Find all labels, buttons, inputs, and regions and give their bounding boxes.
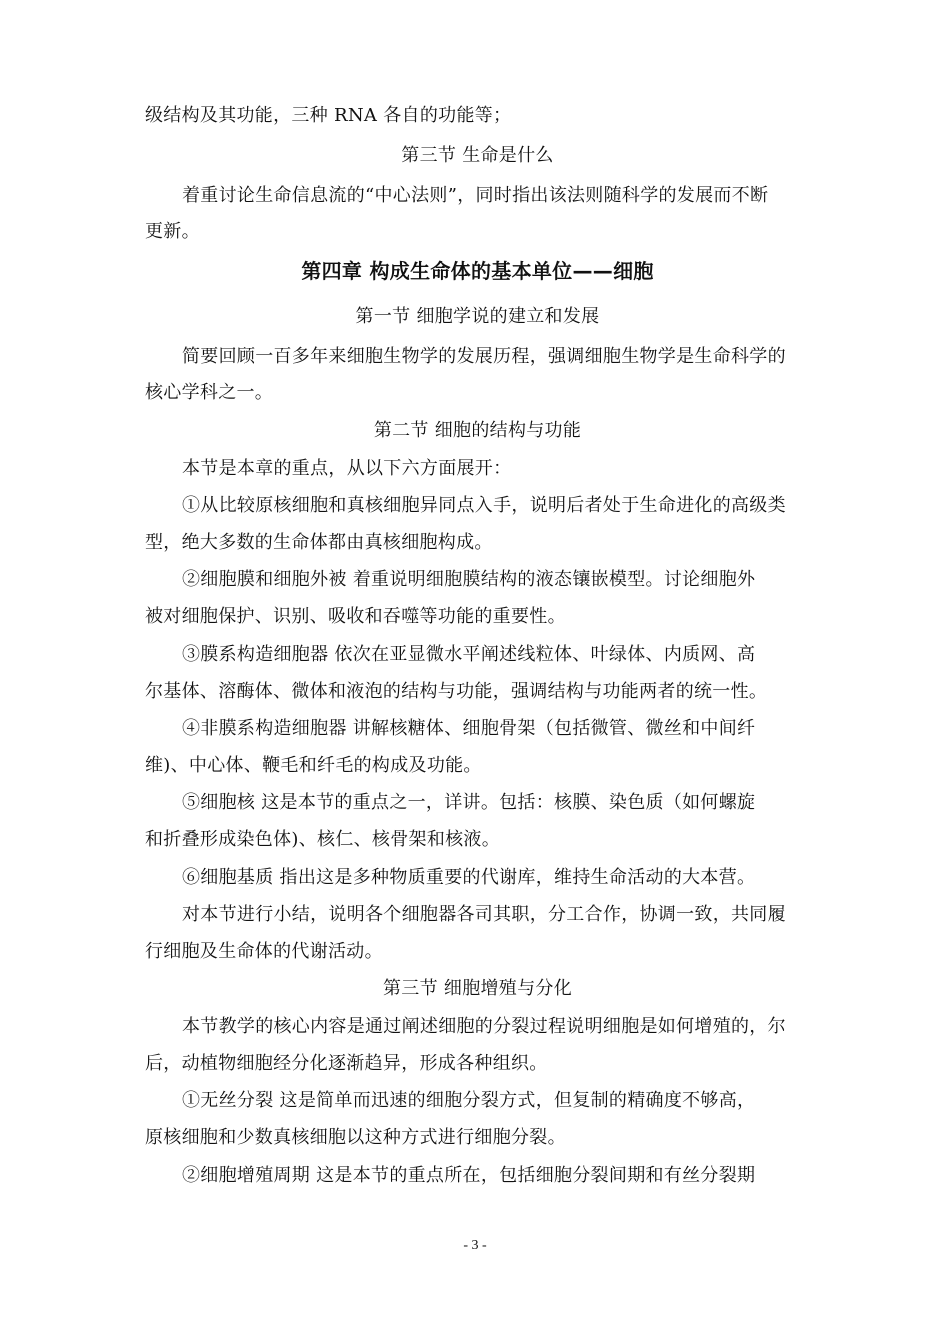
body-line: ③膜系构造细胞器 依次在亚显微水平阐述线粒体、叶绿体、内质网、高	[182, 644, 756, 665]
section-heading: 第三节 细胞增殖与分化	[382, 978, 573, 999]
section-heading: 第三节 生命是什么	[401, 145, 554, 166]
section-heading: 第一节 细胞学说的建立和发展	[355, 306, 600, 327]
body-line: 对本节进行小结，说明各个细胞器各司其职，分工合作，协调一致，共同履	[182, 904, 786, 925]
body-line: 着重讨论生命信息流的“中心法则”，同时指出该法则随科学的发展而不断	[182, 185, 769, 206]
chapter-heading: 第四章 构成生命体的基本单位——细胞	[301, 259, 654, 283]
body-line: 级结构及其功能，三种 RNA 各自的功能等；	[145, 105, 512, 126]
body-line: ⑤细胞核 这是本节的重点之一，详讲。包括：核膜、染色质（如何螺旋	[182, 792, 756, 813]
body-line: 核心学科之一。	[145, 382, 274, 403]
body-line: 本节是本章的重点，从以下六方面展开：	[182, 458, 512, 479]
section-heading: 第二节 细胞的结构与功能	[373, 420, 582, 441]
body-line: ①从比较原核细胞和真核细胞异同点入手，说明后者处于生命进化的高级类	[182, 495, 786, 516]
body-line: 型，绝大多数的生命体都由真核细胞构成。	[145, 532, 493, 553]
body-line: 行细胞及生命体的代谢活动。	[145, 941, 383, 962]
body-line: ②细胞膜和细胞外被 着重说明细胞膜结构的液态镶嵌模型。讨论细胞外	[182, 569, 756, 590]
body-line: 维)、中心体、鞭毛和纤毛的构成及功能。	[145, 755, 482, 776]
body-line: ②细胞增殖周期 这是本节的重点所在，包括细胞分裂间期和有丝分裂期	[182, 1165, 756, 1186]
body-line: 被对细胞保护、识别、吸收和吞噬等功能的重要性。	[145, 606, 566, 627]
page-number: - 3 -	[463, 1238, 487, 1253]
body-line: 和折叠形成染色体)、核仁、核骨架和核液。	[145, 829, 501, 850]
body-line: 后，动植物细胞经分化逐渐趋异，形成各种组织。	[145, 1053, 548, 1074]
body-line: 本节教学的核心内容是通过阐述细胞的分裂过程说明细胞是如何增殖的，尔	[182, 1016, 786, 1037]
body-line: ①无丝分裂 这是简单而迅速的细胞分裂方式，但复制的精确度不够高，	[182, 1090, 756, 1111]
body-line: 更新。	[145, 221, 200, 242]
body-line: 简要回顾一百多年来细胞生物学的发展历程，强调细胞生物学是生命科学的	[182, 346, 786, 367]
body-line: ⑥细胞基质 指出这是多种物质重要的代谢库，维持生命活动的大本营。	[182, 867, 756, 888]
body-line: 尔基体、溶酶体、微体和液泡的结构与功能，强调结构与功能两者的统一性。	[145, 681, 768, 702]
body-line: 原核细胞和少数真核细胞以这种方式进行细胞分裂。	[145, 1127, 566, 1148]
body-line: ④非膜系构造细胞器 讲解核糖体、细胞骨架（包括微管、微丝和中间纤	[182, 718, 756, 739]
